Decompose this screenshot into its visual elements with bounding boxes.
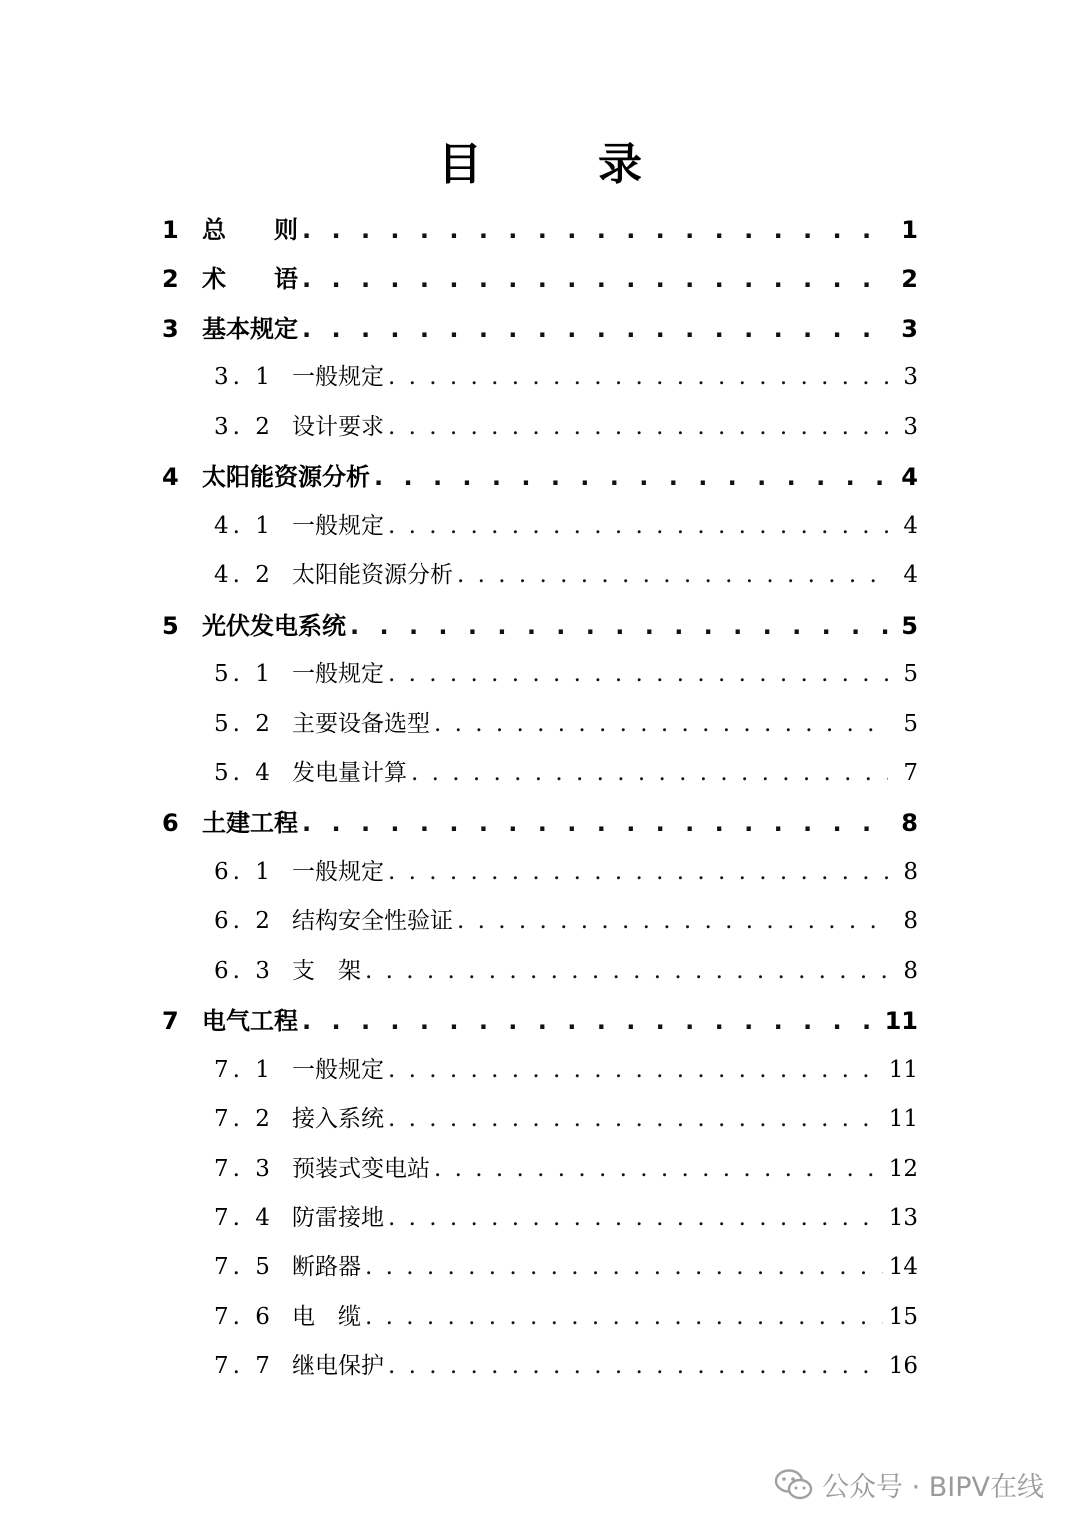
- toc-page-number: 5: [903, 661, 918, 688]
- toc-section-row: [214, 358, 918, 394]
- toc-title: 土建工程: [202, 809, 298, 838]
- dot-leader: [302, 1007, 879, 1035]
- toc-page-number: 3: [901, 314, 918, 343]
- toc-chapter-row: [162, 309, 918, 345]
- toc-title: 设计要求: [292, 413, 384, 440]
- toc-title: 防雷接地: [292, 1205, 384, 1231]
- toc-page-number: 11: [884, 1007, 918, 1036]
- watermark: [774, 1465, 1044, 1504]
- toc-number: 7. 7: [214, 1353, 274, 1380]
- toc-page-number: 16: [888, 1353, 918, 1380]
- toc-page-number: 5: [901, 611, 918, 640]
- dot-leader: [302, 265, 888, 293]
- toc-page-number: 15: [888, 1303, 918, 1330]
- dot-leader: [388, 1353, 883, 1379]
- toc-title: 断路器: [292, 1254, 361, 1281]
- toc-section-row: [214, 507, 918, 543]
- page-title: 目 录: [438, 139, 678, 190]
- toc-title: 太阳能资源分析: [292, 562, 453, 589]
- dot-leader: [457, 908, 888, 934]
- toc-chapter-row: [162, 210, 918, 246]
- toc-number: 7. 2: [214, 1106, 274, 1133]
- toc-page-number: 7: [903, 759, 918, 786]
- toc-page-number: 3: [903, 413, 918, 440]
- toc-section-row: [214, 705, 918, 741]
- toc-title: 电气工程: [202, 1007, 298, 1036]
- dot-leader: [374, 463, 888, 491]
- toc-page-number: 5: [903, 710, 918, 737]
- toc-section-row: [214, 902, 918, 938]
- toc-page-number: 4: [901, 463, 918, 492]
- toc-title: 继电保护: [292, 1353, 384, 1380]
- toc-page-number: 1: [901, 216, 918, 244]
- toc-number: 3: [162, 314, 179, 343]
- toc-number: 5. 1: [214, 661, 274, 688]
- dot-leader: [388, 513, 888, 539]
- toc-title: 结构安全性验证: [292, 908, 453, 935]
- toc-title: 一般规定: [292, 512, 384, 539]
- dot-leader: [365, 958, 888, 984]
- toc-section-row: [214, 952, 918, 988]
- toc-title: 接入系统: [292, 1106, 384, 1133]
- toc-title: 一般规定: [292, 1056, 384, 1083]
- watermark-text: 公众号 · BIPV在线: [822, 1472, 1044, 1503]
- toc-chapter-row: [162, 259, 918, 295]
- toc-page-number: 8: [903, 858, 918, 885]
- toc-number: 5. 2: [214, 710, 274, 737]
- toc-number: 7. 4: [214, 1205, 274, 1231]
- toc-title: 光伏发电系统: [202, 611, 346, 640]
- dot-leader: [302, 809, 888, 837]
- dot-leader: [434, 1156, 883, 1182]
- toc-number: 6: [162, 809, 179, 838]
- toc-number: 7. 5: [214, 1254, 274, 1281]
- toc-number: 6. 3: [214, 957, 274, 984]
- dot-leader: [388, 859, 888, 885]
- dot-leader: [365, 1304, 883, 1330]
- toc-number: 7. 1: [214, 1056, 274, 1083]
- toc-number: 7. 6: [214, 1303, 274, 1330]
- toc-number: 4. 1: [214, 512, 274, 539]
- toc-section-row: [214, 1248, 918, 1284]
- toc-section-row: [214, 1298, 918, 1334]
- toc-number: 6. 2: [214, 908, 274, 935]
- toc-page-number: 12: [888, 1155, 918, 1182]
- toc-number: 3. 1: [214, 364, 274, 391]
- toc-title: 总 则: [202, 216, 298, 244]
- toc-title: 电 缆: [292, 1303, 361, 1330]
- toc-number: 2: [162, 265, 179, 294]
- toc-title: 太阳能资源分析: [202, 463, 370, 492]
- toc-section-row: [214, 754, 918, 790]
- toc-title: 主要设备选型: [292, 710, 430, 737]
- toc-page-number: 8: [901, 809, 918, 838]
- toc-page-number: 2: [901, 265, 918, 294]
- toc-title: 基本规定: [202, 314, 298, 343]
- toc-number: 6. 1: [214, 858, 274, 885]
- toc-section-row: [214, 408, 918, 444]
- toc-page-number: 11: [888, 1106, 918, 1133]
- toc-title: 发电量计算: [292, 759, 407, 786]
- toc-title: 支 架: [292, 957, 361, 984]
- dot-leader: [388, 661, 888, 687]
- toc-chapter-row: [162, 1001, 918, 1037]
- dot-leader: [411, 760, 888, 786]
- toc-chapter-row: [162, 803, 918, 839]
- dot-leader: [434, 711, 888, 737]
- toc-page-number: 4: [903, 562, 918, 589]
- toc-page-number: 13: [888, 1205, 918, 1231]
- dot-leader: [457, 562, 888, 588]
- toc-section-row: [214, 556, 918, 592]
- toc-title: 术 语: [202, 265, 298, 294]
- toc-title: 预装式变电站: [292, 1155, 430, 1182]
- toc-section-row: [214, 1347, 918, 1383]
- toc-number: 5: [162, 611, 179, 640]
- toc-title: 一般规定: [292, 661, 384, 688]
- toc-chapter-row: [162, 457, 918, 493]
- toc-section-row: [214, 655, 918, 691]
- toc-title: 一般规定: [292, 364, 384, 391]
- toc-number: 7: [162, 1007, 179, 1036]
- wechat-icon: [774, 1468, 814, 1502]
- toc-page-number: 14: [888, 1254, 918, 1281]
- toc-page-number: 3: [903, 364, 918, 391]
- dot-leader: [388, 414, 888, 440]
- dot-leader: [302, 315, 888, 343]
- toc-number: 3. 2: [214, 413, 274, 440]
- dot-leader: [388, 1205, 883, 1231]
- dot-leader: [302, 216, 888, 244]
- toc-number: 7. 3: [214, 1155, 274, 1182]
- dot-leader: [388, 364, 888, 390]
- toc-page-number: 8: [903, 908, 918, 935]
- toc-page-number: 11: [888, 1056, 918, 1083]
- toc-section-row: [214, 1100, 918, 1136]
- dot-leader: [365, 1254, 883, 1280]
- toc-page-number: 4: [903, 512, 918, 539]
- toc-page-number: 8: [903, 957, 918, 984]
- dot-leader: [350, 612, 888, 640]
- toc-section-row: [214, 853, 918, 889]
- toc-title: 一般规定: [292, 858, 384, 885]
- dot-leader: [388, 1106, 883, 1132]
- toc-section-row: [214, 1150, 918, 1186]
- toc-number: 4. 2: [214, 562, 274, 589]
- toc-number: 1: [162, 216, 179, 244]
- toc-section-row: [214, 1199, 918, 1235]
- toc-section-row: [214, 1051, 918, 1087]
- toc-number: 5. 4: [214, 759, 274, 786]
- toc-chapter-row: [162, 606, 918, 642]
- toc-number: 4: [162, 463, 179, 492]
- dot-leader: [388, 1057, 883, 1083]
